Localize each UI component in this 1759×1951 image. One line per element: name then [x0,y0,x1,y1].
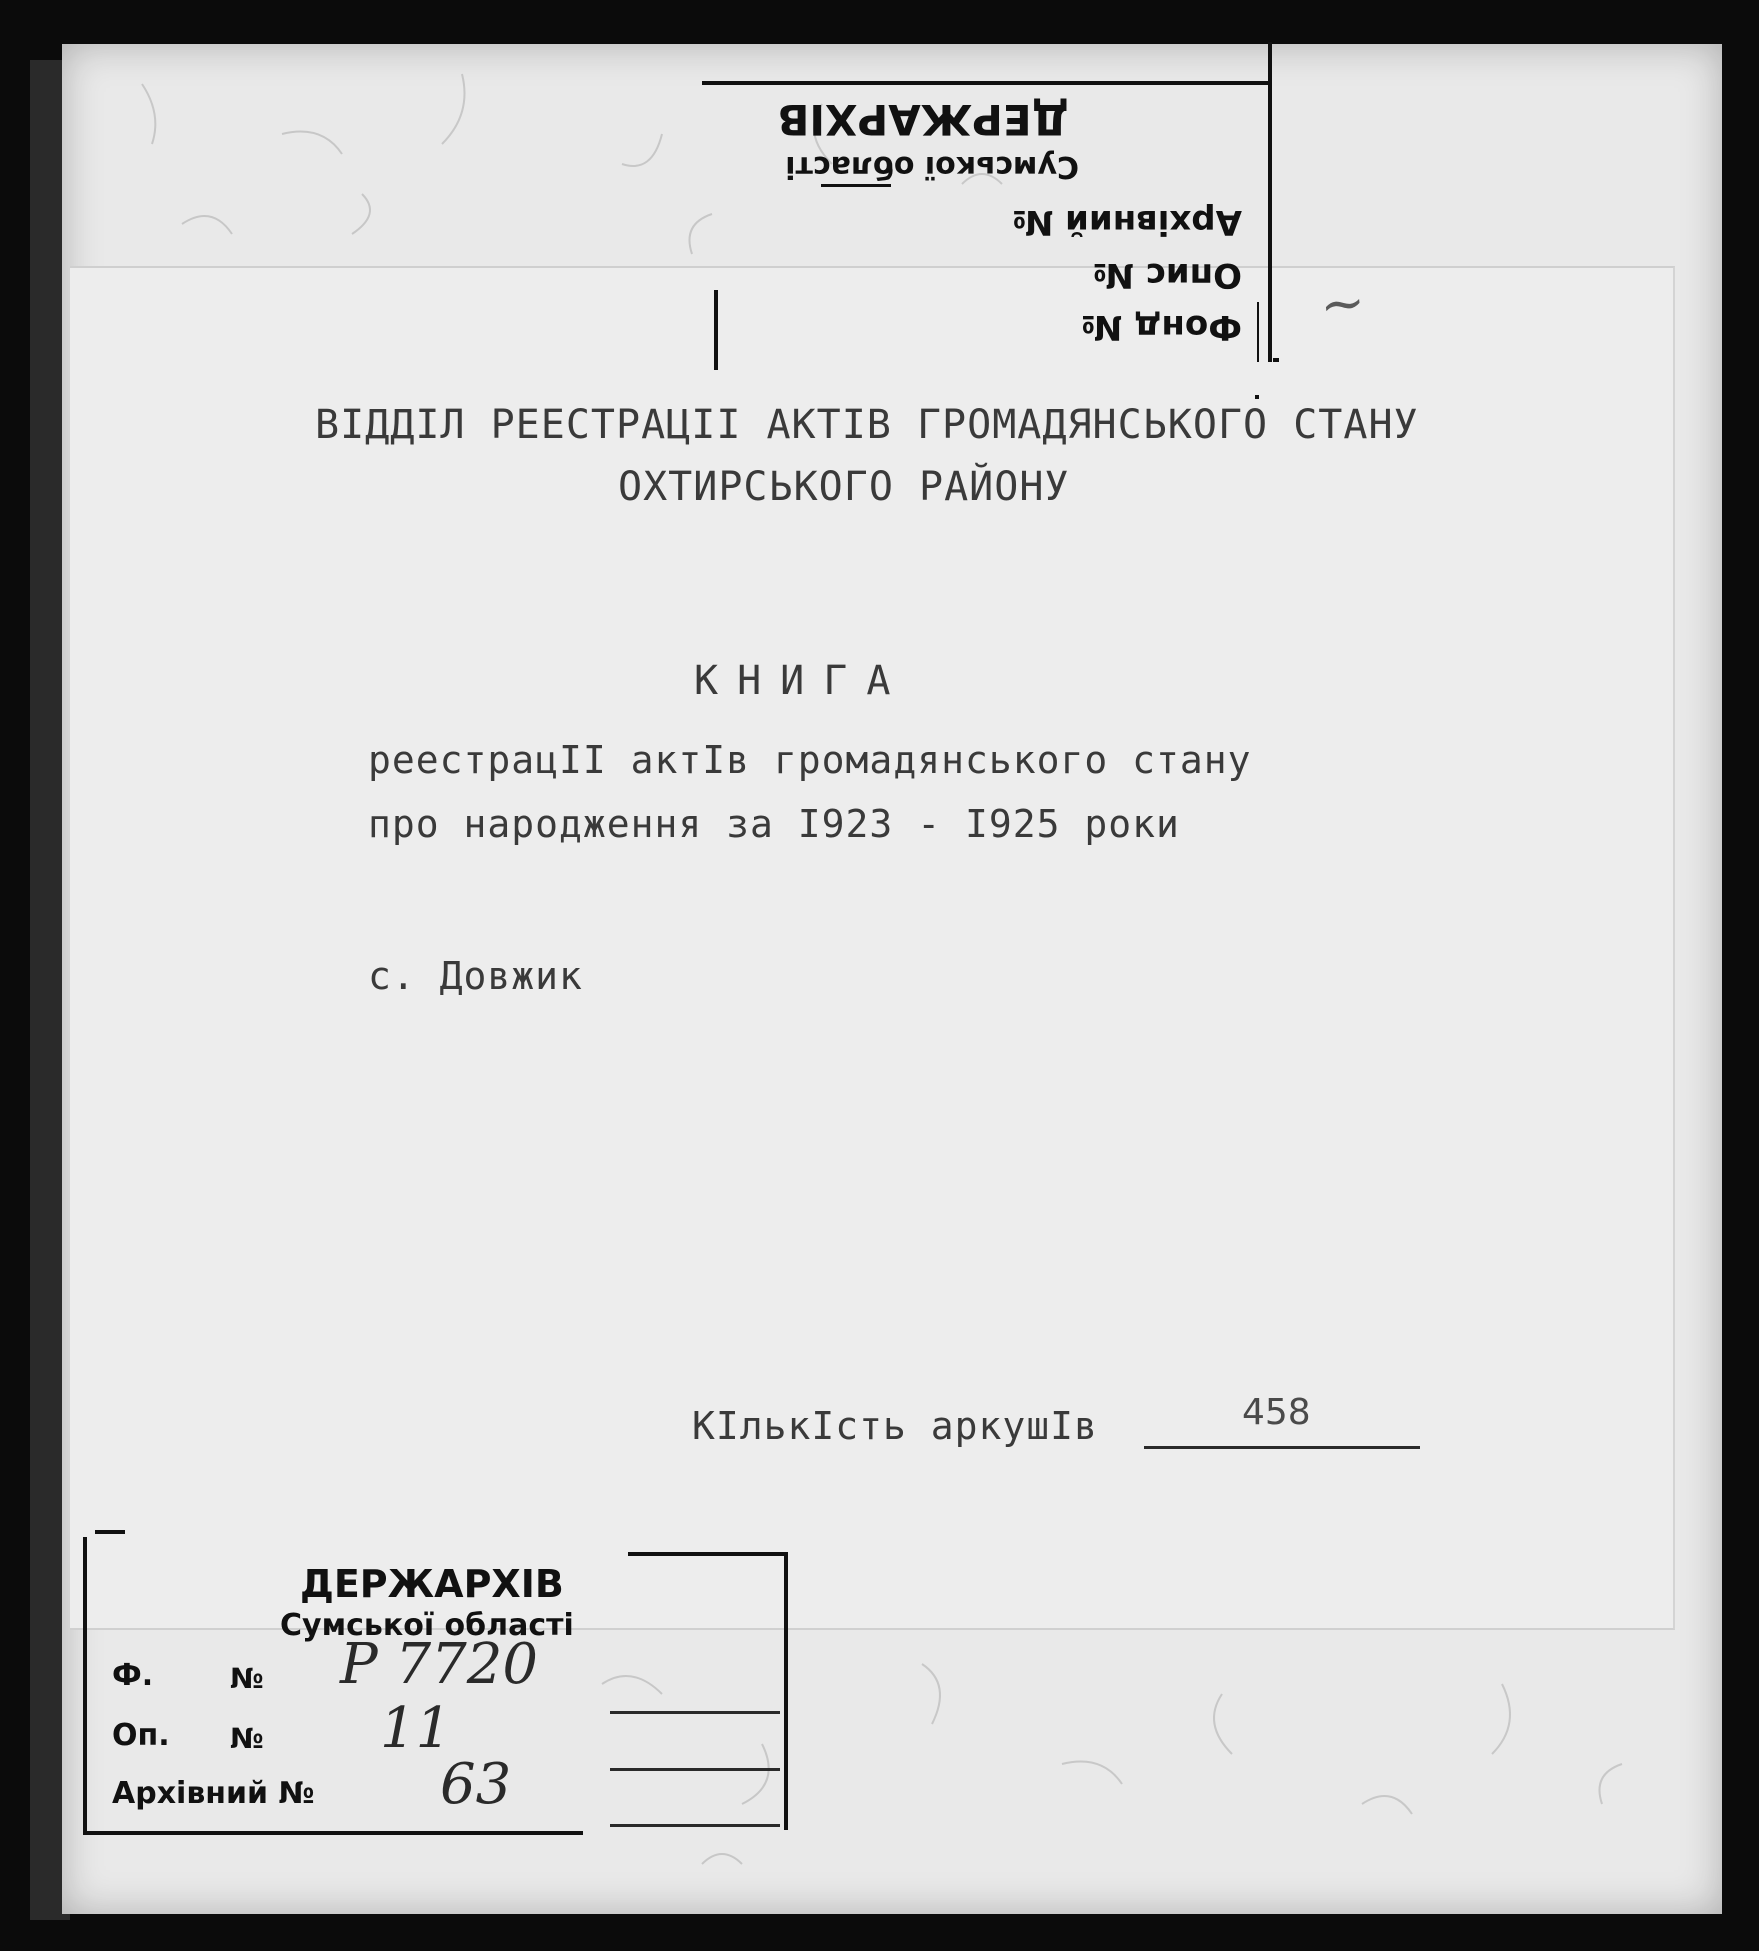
stamp-top-fond-label: Фонд № [1081,307,1242,347]
archive-stamp-top [0,0,1759,400]
heading-line-2: ОХТИРСЬКОГО РАЙОНУ [618,464,1070,510]
stamp-bottom-archival-value: 63 [440,1752,512,1817]
stamp-bottom-border-top-left [95,1530,125,1534]
stamp-bottom-region: Сумської області [280,1608,574,1643]
stamp-top-tick [1273,358,1279,362]
heading-line-1: ВІДДІЛ РЕЕСТРАЦІІ АКТІВ ГРОМАДЯНСЬКОГО СТАНУ [315,402,1419,448]
stamp-bottom-archival-line [610,1824,780,1827]
stamp-bottom-fond-line [610,1711,780,1714]
stamp-bottom-opys-line [610,1768,780,1771]
stamp-top-opys-label: Опис № [1092,255,1242,295]
stamp-bottom-border-bottom [83,1831,583,1835]
stamp-bottom-fond-no-sign: № [230,1662,264,1695]
sheet-count-underline [1144,1446,1420,1449]
subtitle-line-2: про народження за І923 - І925 роки [368,802,1180,846]
stamp-bottom-archive-name: ДЕРЖАРХІВ [300,1562,564,1606]
stamp-top-border-left-inner [1257,302,1259,362]
sheet-count-value: 458 [1242,1392,1311,1433]
stamp-bottom-opys-value: 11 [380,1696,452,1761]
subtitle-line-1: реестрацІІ актІв громадянського стану [368,738,1252,782]
stamp-bottom-border-top-right [628,1552,788,1556]
stamp-top-border-left [1268,42,1272,362]
stamp-bottom-fond-label: Ф. [112,1658,154,1693]
stamp-top-fill-line [821,184,891,187]
stamp-top-border-right [714,290,718,370]
sheet-count-label: КІлькІсть аркушІв [692,1404,1098,1448]
village-name: с. Довжик [368,954,583,998]
stamp-top-archival-label: Архівний № [1012,202,1242,242]
book-title: КНИГА [694,658,910,704]
stamp-bottom-fond-value: Р 7720 [340,1632,538,1697]
stamp-top-region: Сумської області [785,149,1079,184]
stamp-bottom-opys-no-sign: № [230,1722,264,1755]
stamp-bottom-border-right [784,1552,788,1830]
handwritten-mark-top: ~ [1316,269,1369,338]
stamp-bottom-opys-label: Оп. [112,1718,170,1753]
stamp-top-archive-name: ДЕРЖАРХІВ [777,95,1069,144]
stamp-top-mark [1268,308,1272,314]
stamp-bottom-border-left [83,1537,87,1833]
stamp-bottom-archival-label: Архівний № [112,1776,315,1811]
stamp-top-dot [1255,395,1259,399]
stamp-top-border-bottom [702,81,1272,85]
